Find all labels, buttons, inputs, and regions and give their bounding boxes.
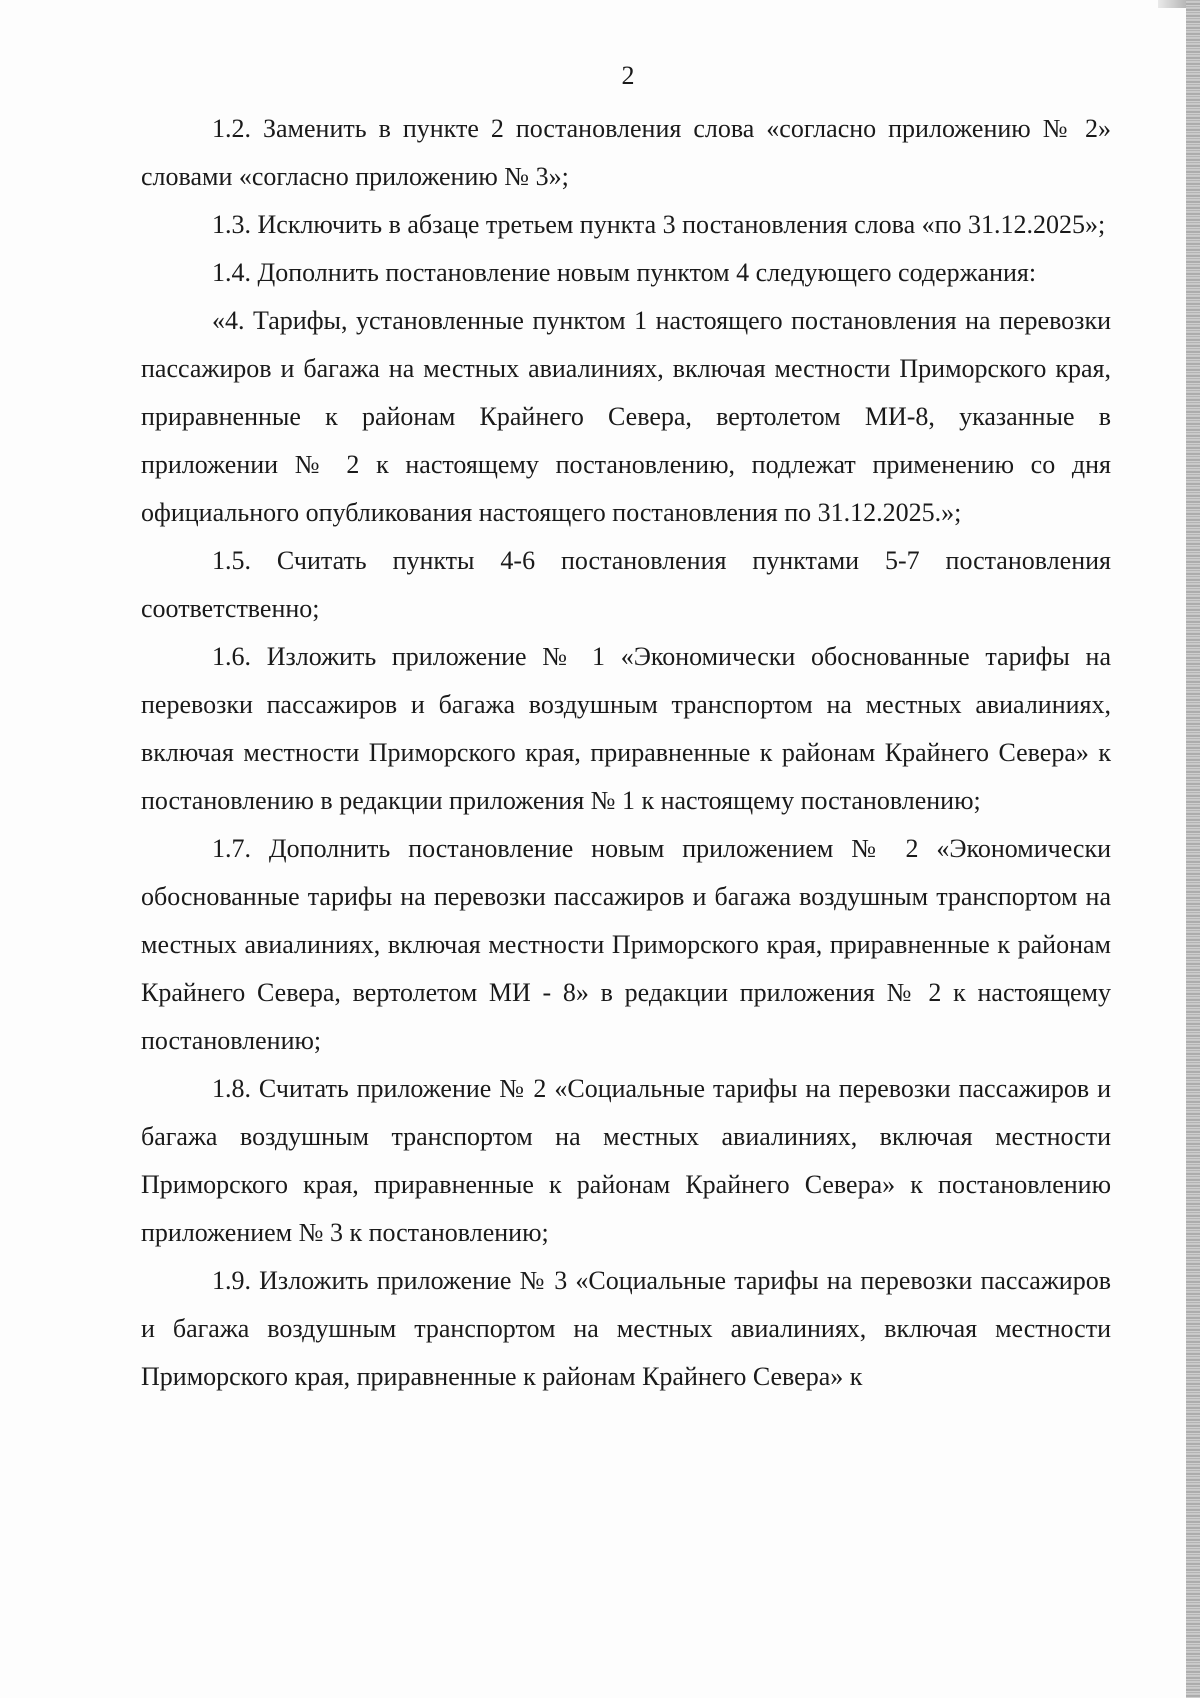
paragraph-1-7: 1.7. Дополнить постановление новым приложением № 2 «Экономически обоснованные тарифы на перевозки пассажиров и багажа воздушным транспортом на местных авиалиниях, включая местности Приморского края, приравненные к районам Крайнего Севера, вертолетом МИ - 8» в редакции приложения № 2 к настоящему постановлению; — [141, 834, 1111, 1055]
paragraph-1-2: 1.2. Заменить в пункте 2 постановления слова «согласно приложению № 2» словами «согласно приложению № 3»; — [141, 114, 1111, 191]
page-number: 2 — [621, 61, 635, 90]
paragraph-1-3: 1.3. Исключить в абзаце третьем пункта 3 постановления слова «по 31.12.2025»; — [212, 210, 1106, 239]
paragraph-quoted-item-4: «4. Тарифы, установленные пунктом 1 настоящего постановления на перевозки пассажиров и багажа на местных авиалиниях, включая местности Приморского края, приравненные к районам Крайнего Севера, вертолетом МИ-8, указанные в приложении № 2 к настоящему постановлению, подлежат применению со дня официального опубликования настоящего постановления по 31.12.2025.»; — [141, 306, 1111, 527]
scan-edge-shadow — [1186, 0, 1200, 1698]
paragraph-1-4: 1.4. Дополнить постановление новым пунктом 4 следующего содержания: — [212, 258, 1037, 287]
scan-edge-corner — [1158, 0, 1186, 8]
paragraph-1-6: 1.6. Изложить приложение № 1 «Экономически обоснованные тарифы на перевозки пассажиров и багажа воздушным транспортом на местных авиалиниях, включая местности Приморского края, приравненные к районам Крайнего Севера» к постановлению в редакции приложения № 1 к настоящему постановлению; — [141, 642, 1111, 815]
paragraph-1-5: 1.5. Считать пункты 4-6 постановления пунктами 5-7 постановления соответственно; — [141, 546, 1111, 623]
document-body — [141, 105, 1111, 1401]
paragraph-1-9: 1.9. Изложить приложение № 3 «Социальные тарифы на перевозки пассажиров и багажа воздушным транспортом на местных авиалиниях, включая местности Приморского края, приравненные к районам Крайнего Севера» к — [141, 1266, 1111, 1391]
paragraph-1-8: 1.8. Считать приложение № 2 «Социальные тарифы на перевозки пассажиров и багажа воздушным транспортом на местных авиалиниях, включая местности Приморского края, приравненные к районам Крайнего Севера» к постановлению приложением № 3 к постановлению; — [141, 1074, 1111, 1247]
